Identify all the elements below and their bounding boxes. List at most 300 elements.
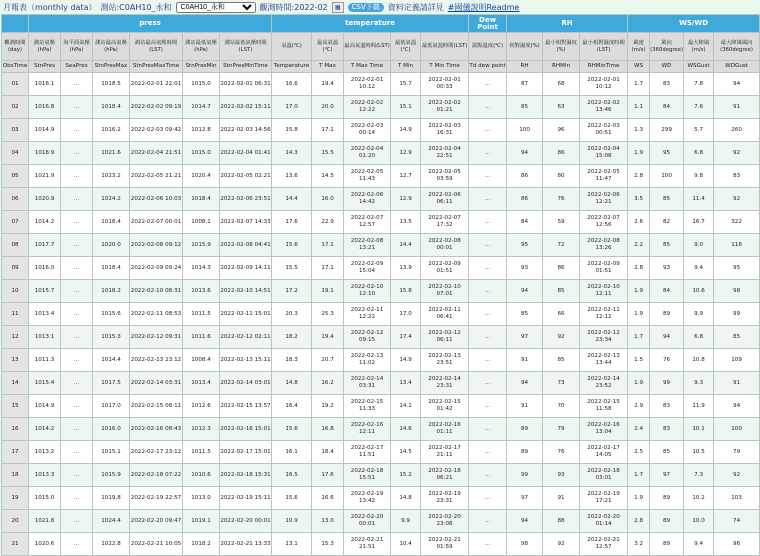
table-cell: 1011.3 bbox=[29, 349, 61, 372]
table-cell: 16.8 bbox=[312, 418, 344, 441]
table-cell: 2022-02-19 15:11 bbox=[220, 487, 272, 510]
table-cell: 94 bbox=[650, 326, 684, 349]
table-cell: 14.9 bbox=[391, 119, 421, 142]
table-cell: 99 bbox=[650, 372, 684, 395]
table-cell: 89 bbox=[507, 418, 543, 441]
table-cell: ... bbox=[61, 510, 93, 533]
table-cell: 2022-02-04 22:51 bbox=[421, 142, 469, 165]
table-cell: 1016.1 bbox=[29, 73, 61, 96]
station-select[interactable] bbox=[176, 2, 256, 13]
table-cell: 1020.6 bbox=[29, 533, 61, 556]
station-label: 測站:C0AH10_永和 bbox=[100, 2, 172, 12]
column-header-cn: 風向(360degree) bbox=[650, 33, 684, 61]
column-header-en: WD bbox=[650, 61, 684, 73]
table-cell: 1017.5 bbox=[93, 372, 130, 395]
table-cell: 14.4 bbox=[391, 234, 421, 257]
table-cell: 92 bbox=[714, 142, 760, 165]
obs-day-cell: 02 bbox=[2, 96, 29, 119]
readme-link[interactable]: #國儀說明Readme bbox=[447, 2, 520, 12]
column-header-cn: 測站最低氣壓(hPa) bbox=[183, 33, 220, 61]
table-cell: ... bbox=[61, 257, 93, 280]
table-cell: 2022-02-21 10:05 bbox=[130, 533, 183, 556]
group-temperature: temperature bbox=[272, 15, 469, 33]
group-ws-wd: WS/WD bbox=[628, 15, 760, 33]
table-cell: 7.3 bbox=[684, 464, 714, 487]
table-cell: 1014.3 bbox=[183, 257, 220, 280]
table-row bbox=[2, 73, 760, 96]
table-cell: ... bbox=[61, 441, 93, 464]
table-cell: 1021.8 bbox=[29, 510, 61, 533]
table-cell: 2022-02-09 01:51 bbox=[580, 257, 628, 280]
table-cell: 1020.9 bbox=[29, 188, 61, 211]
table-cell: 2022-02-21 01:59 bbox=[421, 533, 469, 556]
table-cell: ... bbox=[469, 303, 507, 326]
column-header-cn: 風速(m/s) bbox=[628, 33, 650, 61]
table-cell: 299 bbox=[650, 119, 684, 142]
table-cell: 2022-02-07 12:57 bbox=[344, 211, 391, 234]
column-header-cn-row bbox=[2, 33, 760, 61]
table-row bbox=[2, 211, 760, 234]
table-cell: 97 bbox=[507, 487, 543, 510]
calendar-icon[interactable]: ▦ bbox=[332, 2, 344, 13]
column-header-cn: 測站氣壓(hPa) bbox=[29, 33, 61, 61]
table-row bbox=[2, 326, 760, 349]
table-cell: 83 bbox=[650, 418, 684, 441]
table-cell: 2022-02-15 13:57 bbox=[220, 395, 272, 418]
column-header-en: Temperature bbox=[272, 61, 312, 73]
table-cell: 84 bbox=[650, 280, 684, 303]
table-cell: 2022-02-19 23:31 bbox=[421, 487, 469, 510]
table-cell: 2022-02-01 00:33 bbox=[421, 73, 469, 96]
table-cell: 1018.4 bbox=[93, 257, 130, 280]
table-cell: 93 bbox=[543, 464, 580, 487]
table-cell: 1018.9 bbox=[29, 142, 61, 165]
table-cell: 91 bbox=[507, 349, 543, 372]
table-cell: 25.3 bbox=[312, 303, 344, 326]
table-cell: ... bbox=[61, 533, 93, 556]
obs-day-cell: 12 bbox=[2, 326, 29, 349]
table-cell: 2022-02-18 15:31 bbox=[220, 464, 272, 487]
table-row bbox=[2, 372, 760, 395]
table-row bbox=[2, 395, 760, 418]
readme-prefix: 資料定義請詳見 bbox=[387, 2, 444, 12]
table-cell: 15.6 bbox=[272, 487, 312, 510]
table-cell: 76 bbox=[543, 441, 580, 464]
table-cell: 13.4 bbox=[391, 372, 421, 395]
table-cell: 2022-02-02 13:46 bbox=[580, 96, 628, 119]
table-cell: 2022-02-08 13:26 bbox=[580, 234, 628, 257]
table-cell: 12.9 bbox=[391, 188, 421, 211]
obs-day-cell: 21 bbox=[2, 533, 29, 556]
table-cell: 1015.6 bbox=[93, 303, 130, 326]
table-cell: 2022-02-13 23:12 bbox=[130, 349, 183, 372]
table-cell: 63 bbox=[543, 96, 580, 119]
table-cell: 76 bbox=[543, 188, 580, 211]
table-cell: 89 bbox=[650, 533, 684, 556]
table-cell: 94 bbox=[714, 73, 760, 96]
column-header-cn: 最高氣溫(℃) bbox=[312, 33, 344, 61]
column-header-en: WSGust bbox=[684, 61, 714, 73]
table-cell: 2022-02-20 01:14 bbox=[580, 510, 628, 533]
table-cell: 73 bbox=[543, 372, 580, 395]
table-cell: 97 bbox=[507, 326, 543, 349]
table-cell: 2022-02-05 11:43 bbox=[344, 165, 391, 188]
table-cell: 1018.4 bbox=[93, 96, 130, 119]
table-cell: 1014.9 bbox=[29, 395, 61, 418]
table-cell: 1.9 bbox=[628, 303, 650, 326]
table-cell: 2022-02-20 23:08 bbox=[421, 510, 469, 533]
table-cell: 1016.0 bbox=[93, 418, 130, 441]
column-header-cn: 相對濕度(%) bbox=[507, 33, 543, 61]
column-header-en: StnPresMaxTime bbox=[130, 61, 183, 73]
table-row bbox=[2, 165, 760, 188]
table-cell: 1016.0 bbox=[29, 257, 61, 280]
table-row bbox=[2, 188, 760, 211]
table-cell: 1015.0 bbox=[29, 487, 61, 510]
table-cell: 1013.3 bbox=[29, 464, 61, 487]
table-cell: 1010.6 bbox=[183, 464, 220, 487]
column-header-cn: 最大陣風風向(360degree) bbox=[714, 33, 760, 61]
column-header-cn: 觀測時間(day) bbox=[2, 33, 29, 61]
table-cell: 19.1 bbox=[312, 280, 344, 303]
table-cell: ... bbox=[469, 234, 507, 257]
table-cell: 2022-02-05 03:59 bbox=[421, 165, 469, 188]
table-cell: 14.1 bbox=[391, 395, 421, 418]
table-cell: ... bbox=[61, 487, 93, 510]
table-cell: 79 bbox=[714, 441, 760, 464]
table-cell: 2022-02-18 03:01 bbox=[580, 464, 628, 487]
table-cell: 1013.1 bbox=[29, 326, 61, 349]
table-cell: 91 bbox=[714, 96, 760, 119]
table-cell: 17.4 bbox=[391, 326, 421, 349]
table-cell: ... bbox=[61, 349, 93, 372]
table-cell: 2022-02-10 07:01 bbox=[421, 280, 469, 303]
column-header-en: RHMinTime bbox=[580, 61, 628, 73]
table-cell: 96 bbox=[543, 119, 580, 142]
table-cell: 20.3 bbox=[272, 303, 312, 326]
table-cell: 2022-02-10 12:11 bbox=[580, 280, 628, 303]
column-header-cn: 最低氣溫(℃) bbox=[391, 33, 421, 61]
table-cell: 92 bbox=[543, 533, 580, 556]
table-cell: 7.8 bbox=[684, 73, 714, 96]
column-header-cn: 海平面氣壓(hPa) bbox=[61, 33, 93, 61]
table-cell: 2022-02-06 10:03 bbox=[130, 188, 183, 211]
table-cell: 9.0 bbox=[684, 234, 714, 257]
table-cell: 1015.0 bbox=[183, 73, 220, 96]
table-cell: 2.4 bbox=[628, 418, 650, 441]
table-cell: ... bbox=[469, 280, 507, 303]
table-cell: ... bbox=[61, 165, 93, 188]
table-cell: 68 bbox=[543, 73, 580, 96]
table-cell: 10.0 bbox=[684, 510, 714, 533]
group-header-row bbox=[2, 15, 760, 33]
table-cell: 6.8 bbox=[684, 142, 714, 165]
table-cell: 85 bbox=[507, 303, 543, 326]
table-cell: 2022-02-05 02:21 bbox=[220, 165, 272, 188]
table-cell: 1008.1 bbox=[183, 211, 220, 234]
table-cell: 70 bbox=[543, 395, 580, 418]
table-cell: 93 bbox=[650, 257, 684, 280]
column-header-cn: 氣溫(℃) bbox=[272, 33, 312, 61]
group-press: press bbox=[29, 15, 272, 33]
table-cell: 2022-02-15 01:42 bbox=[421, 395, 469, 418]
column-header-en: WDGust bbox=[714, 61, 760, 73]
table-cell: 94 bbox=[507, 510, 543, 533]
table-cell: 98 bbox=[507, 533, 543, 556]
table-cell: 1015.7 bbox=[29, 280, 61, 303]
table-cell: 12.9 bbox=[391, 142, 421, 165]
table-cell: 2022-02-01 10:12 bbox=[580, 73, 628, 96]
obs-day-cell: 07 bbox=[2, 211, 29, 234]
table-cell: 103 bbox=[714, 487, 760, 510]
table-cell: 1017.7 bbox=[29, 234, 61, 257]
table-cell: ... bbox=[469, 188, 507, 211]
table-cell: 16.1 bbox=[272, 441, 312, 464]
table-cell: 11.9 bbox=[684, 395, 714, 418]
column-header-en: SeaPres bbox=[61, 61, 93, 73]
table-cell: ... bbox=[61, 211, 93, 234]
table-cell: 2022-02-03 14:56 bbox=[220, 119, 272, 142]
table-cell: 2.8 bbox=[628, 165, 650, 188]
obs-day-cell: 20 bbox=[2, 510, 29, 533]
table-cell: 2022-02-07 14:33 bbox=[220, 211, 272, 234]
column-header-cn: 測站最高氣壓時間(LST) bbox=[130, 33, 183, 61]
table-cell: 1023.2 bbox=[93, 165, 130, 188]
table-cell: 89 bbox=[650, 487, 684, 510]
table-cell: 13.5 bbox=[391, 211, 421, 234]
table-cell: 5.7 bbox=[684, 119, 714, 142]
table-cell: 15.2 bbox=[391, 464, 421, 487]
table-row bbox=[2, 96, 760, 119]
table-cell: 16.6 bbox=[272, 73, 312, 96]
table-cell: 72 bbox=[543, 234, 580, 257]
table-cell: 2022-02-16 01:11 bbox=[421, 418, 469, 441]
table-cell: 1022.8 bbox=[93, 533, 130, 556]
table-cell: 17.6 bbox=[312, 464, 344, 487]
table-cell: 80 bbox=[543, 165, 580, 188]
table-cell: ... bbox=[61, 73, 93, 96]
table-cell: 16.5 bbox=[272, 464, 312, 487]
obs-day-cell: 03 bbox=[2, 119, 29, 142]
table-cell: 2022-02-01 22:01 bbox=[130, 73, 183, 96]
table-cell: 89 bbox=[507, 441, 543, 464]
table-cell: 2022-02-17 14:05 bbox=[580, 441, 628, 464]
time-label: 觀測時間:2022-02 bbox=[259, 2, 328, 12]
table-cell: 92 bbox=[543, 326, 580, 349]
table-cell: 1011.5 bbox=[183, 303, 220, 326]
table-cell: 2022-02-21 13:33 bbox=[220, 533, 272, 556]
table-cell: 9.4 bbox=[684, 533, 714, 556]
table-cell: 9.3 bbox=[684, 372, 714, 395]
group-dew-point: Dew Point bbox=[469, 15, 507, 33]
obs-day-cell: 11 bbox=[2, 303, 29, 326]
table-cell: 91 bbox=[507, 395, 543, 418]
table-cell: 2022-02-10 14:51 bbox=[220, 280, 272, 303]
table-cell: 2022-02-03 16:31 bbox=[421, 119, 469, 142]
table-cell: 109 bbox=[714, 349, 760, 372]
table-cell: 2022-02-21 12:57 bbox=[580, 533, 628, 556]
table-cell: 1013.6 bbox=[183, 280, 220, 303]
table-cell: 2022-02-13 23:51 bbox=[421, 349, 469, 372]
table-cell: 2022-02-09 14:11 bbox=[220, 257, 272, 280]
table-cell: 1016.2 bbox=[93, 119, 130, 142]
table-cell: 260 bbox=[714, 119, 760, 142]
table-cell: 9.9 bbox=[684, 303, 714, 326]
table-cell: 2022-02-07 00:01 bbox=[130, 211, 183, 234]
table-cell: 14.5 bbox=[312, 165, 344, 188]
report-title: 月報表（monthly data） bbox=[3, 2, 97, 12]
table-cell: 2022-02-17 11:51 bbox=[344, 441, 391, 464]
table-cell: 94 bbox=[507, 280, 543, 303]
table-cell: 2022-02-08 13:21 bbox=[344, 234, 391, 257]
table-cell: 2022-02-09 01:51 bbox=[421, 257, 469, 280]
table-cell: 2022-02-18 07:22 bbox=[130, 464, 183, 487]
table-cell: ... bbox=[469, 372, 507, 395]
obs-day-cell: 19 bbox=[2, 487, 29, 510]
table-cell: ... bbox=[469, 326, 507, 349]
table-cell: 2022-02-09 15:04 bbox=[344, 257, 391, 280]
table-cell: 91 bbox=[543, 487, 580, 510]
table-cell: 1017.0 bbox=[93, 395, 130, 418]
table-cell: 15.1 bbox=[391, 96, 421, 119]
table-cell: 2022-02-18 06:21 bbox=[421, 464, 469, 487]
table-cell: 322 bbox=[714, 211, 760, 234]
table-cell: 2022-02-11 12:12 bbox=[580, 303, 628, 326]
table-cell: 2022-02-16 08:43 bbox=[130, 418, 183, 441]
table-cell: 89 bbox=[650, 510, 684, 533]
table-cell: 20.7 bbox=[312, 349, 344, 372]
table-cell: ... bbox=[61, 303, 93, 326]
table-cell: 2022-02-04 01:41 bbox=[220, 142, 272, 165]
table-cell: ... bbox=[61, 188, 93, 211]
table-cell: 1019.8 bbox=[93, 487, 130, 510]
table-cell: 2022-02-04 21:51 bbox=[130, 142, 183, 165]
table-cell: 2022-02-06 12:21 bbox=[580, 188, 628, 211]
table-cell: 79 bbox=[543, 418, 580, 441]
table-cell: 83 bbox=[650, 395, 684, 418]
table-cell: 20.0 bbox=[312, 96, 344, 119]
table-cell: 2022-02-01 10:12 bbox=[344, 73, 391, 96]
table-cell: ... bbox=[469, 510, 507, 533]
table-cell: 85 bbox=[543, 280, 580, 303]
table-cell: 1018.2 bbox=[183, 533, 220, 556]
csv-download-button[interactable]: CSV下載 bbox=[348, 3, 384, 12]
table-cell: 13.1 bbox=[272, 533, 312, 556]
table-cell: 17.6 bbox=[272, 211, 312, 234]
table-cell: 2.2 bbox=[628, 234, 650, 257]
table-cell: 95 bbox=[650, 142, 684, 165]
table-cell: 16.2 bbox=[312, 372, 344, 395]
table-cell: ... bbox=[469, 142, 507, 165]
table-cell: 15.7 bbox=[391, 73, 421, 96]
table-cell: 1.1 bbox=[628, 96, 650, 119]
table-cell: 1013.4 bbox=[29, 303, 61, 326]
table-cell: 2022-02-11 06:41 bbox=[421, 303, 469, 326]
table-cell: 84 bbox=[650, 96, 684, 119]
table-cell: 11.4 bbox=[684, 188, 714, 211]
table-cell: ... bbox=[469, 487, 507, 510]
table-cell: ... bbox=[469, 395, 507, 418]
table-cell: 14.3 bbox=[272, 142, 312, 165]
table-cell: 1012.3 bbox=[183, 418, 220, 441]
table-cell: ... bbox=[469, 464, 507, 487]
table-cell: 1021.9 bbox=[29, 165, 61, 188]
table-cell: 2022-02-07 17:32 bbox=[421, 211, 469, 234]
obs-day-cell: 13 bbox=[2, 349, 29, 372]
table-cell: 14.8 bbox=[391, 487, 421, 510]
table-cell: ... bbox=[469, 96, 507, 119]
table-cell: 6.8 bbox=[684, 326, 714, 349]
table-cell: ... bbox=[469, 441, 507, 464]
table-cell: 1.9 bbox=[628, 372, 650, 395]
obs-day-cell: 18 bbox=[2, 464, 29, 487]
table-cell: ... bbox=[469, 211, 507, 234]
table-cell: 1.7 bbox=[628, 464, 650, 487]
table-cell: 83 bbox=[714, 165, 760, 188]
table-cell: ... bbox=[61, 119, 93, 142]
column-header-en: RH bbox=[507, 61, 543, 73]
table-cell: 100 bbox=[507, 119, 543, 142]
table-cell: 1015.1 bbox=[93, 441, 130, 464]
table-cell: 2022-02-18 15:51 bbox=[344, 464, 391, 487]
table-cell: 3.5 bbox=[628, 188, 650, 211]
table-cell: 100 bbox=[650, 165, 684, 188]
table-cell: 2022-02-17 23:12 bbox=[130, 441, 183, 464]
table-cell: 91 bbox=[714, 372, 760, 395]
table-cell: 85 bbox=[650, 188, 684, 211]
table-row bbox=[2, 142, 760, 165]
table-cell: 13.9 bbox=[391, 257, 421, 280]
table-cell: 2.9 bbox=[628, 395, 650, 418]
table-cell: 74 bbox=[714, 510, 760, 533]
table-cell: 89 bbox=[650, 303, 684, 326]
table-cell: 1011.6 bbox=[183, 326, 220, 349]
group-empty bbox=[2, 15, 29, 33]
table-cell: 22.9 bbox=[312, 211, 344, 234]
table-cell: 10.5 bbox=[684, 441, 714, 464]
table-cell: 98 bbox=[714, 280, 760, 303]
table-cell: 10.2 bbox=[684, 487, 714, 510]
table-cell: 86 bbox=[543, 257, 580, 280]
table-cell: 2022-02-05 11:47 bbox=[580, 165, 628, 188]
table-row bbox=[2, 487, 760, 510]
column-header-en: StnPresMinTime bbox=[220, 61, 272, 73]
table-cell: 99 bbox=[714, 303, 760, 326]
table-cell: 100 bbox=[714, 418, 760, 441]
column-header-cn: 露點溫度(℃) bbox=[469, 33, 507, 61]
column-header-en: StnPres bbox=[29, 61, 61, 73]
obs-day-cell: 04 bbox=[2, 142, 29, 165]
obs-day-cell: 08 bbox=[2, 234, 29, 257]
table-cell: 1024.2 bbox=[93, 188, 130, 211]
table-cell: ... bbox=[469, 257, 507, 280]
table-cell: 2022-02-08 04:41 bbox=[220, 234, 272, 257]
table-cell: 1015.0 bbox=[183, 142, 220, 165]
table-cell: ... bbox=[469, 533, 507, 556]
table-cell: 7.6 bbox=[684, 96, 714, 119]
table-cell: 2022-02-12 09:31 bbox=[130, 326, 183, 349]
table-row bbox=[2, 418, 760, 441]
table-cell: 93 bbox=[507, 257, 543, 280]
table-cell: 10.9 bbox=[272, 510, 312, 533]
table-cell: 2022-02-19 17:21 bbox=[580, 487, 628, 510]
table-cell: 2022-02-15 11:58 bbox=[580, 395, 628, 418]
table-cell: 94 bbox=[507, 142, 543, 165]
table-cell: 16.4 bbox=[272, 395, 312, 418]
obs-day-cell: 09 bbox=[2, 257, 29, 280]
table-cell: 85 bbox=[543, 349, 580, 372]
table-cell: 66 bbox=[543, 303, 580, 326]
